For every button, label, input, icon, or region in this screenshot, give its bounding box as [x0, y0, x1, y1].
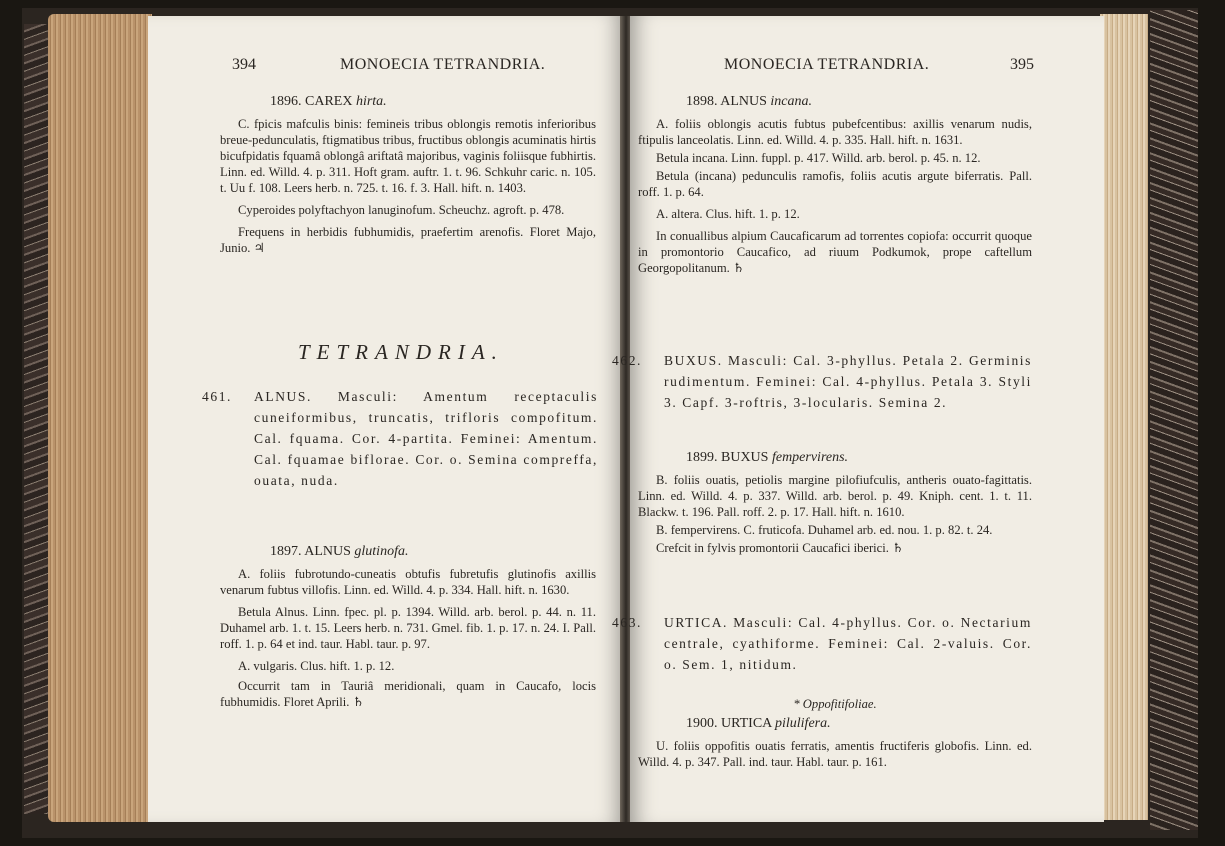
entry-1899-habitat: Crefcit in fylvis promontorii Caucafici iberici. ♄: [656, 541, 904, 555]
genus-462-text: BUXUS. Masculi: Cal. 3-phyllus. Petala 2. Germinis rudimentum. Feminei: Cal. 4-phyllus. Petala 3. Styli 3. Capf. 3-roftris, 3-locularis. Semina 2.: [664, 353, 1032, 410]
entry-1897-head: [220, 544, 596, 560]
entry-1900-number: 1900. URTICA: [686, 716, 772, 731]
subsection-title: * Oppofitifoliae.: [793, 697, 877, 711]
entry-1897-body: A. foliis fubrotundo-cuneatis obtufis fubretufis glutinofis axillis venarum fubtus villofis. Linn. ed. Willd. 4. p. 334. Hall. hift. n. 1630.: [220, 567, 596, 597]
entry-1900-block: [638, 696, 1032, 770]
entry-1897-block: [220, 544, 596, 710]
section-title: TETRANDRIA.: [298, 340, 504, 364]
entry-1899-body: B. foliis ouatis, petiolis margine pilofiufculis, antheris ouato-fagittatis. Linn. ed. Willd. 4. p. 337. Willd. arb. berol. p. 49. Kniph. cent. 1. t. 11. Blackw. t. 196. Pall. roff. 2. p. 17. Hall. hift. n. 1610.: [638, 473, 1032, 519]
entry-1896-synonym: Cyperoides polyftachyon lanuginofum. Scheuchz. agroft. p. 478.: [238, 203, 565, 217]
left-running-head: MONOECIA TETRANDRIA.: [340, 56, 546, 73]
right-page-number: 395: [1010, 56, 1034, 73]
entry-1897-variety: A. vulgaris. Clus. hift. 1. p. 12.: [238, 659, 395, 673]
genus-463: [612, 612, 1032, 675]
entry-1898-head: [638, 94, 1032, 110]
genus-461: [202, 386, 598, 491]
entry-1898-number: 1898. ALNUS: [686, 94, 767, 109]
entry-1900-species: pilulifera.: [775, 716, 831, 731]
entry-1896-habitat: Frequens in herbidis fubhumidis, praefertim arenofis. Floret Majo, Junio. ♃: [220, 225, 596, 255]
entry-1898-variety: A. altera. Clus. hift. 1. p. 12.: [656, 207, 800, 221]
entry-1900-body: U. foliis oppofitis ouatis ferratis, amentis fructiferis globofis. Linn. ed. Willd. 4. p. 347. Pall. ind. taur. Habl. taur. p. 161.: [638, 739, 1032, 769]
right-text-block: [638, 94, 1032, 276]
left-page-number: 394: [232, 56, 256, 73]
genus-463-number: 463.: [612, 615, 643, 630]
entry-1897-number: 1897. ALNUS: [270, 544, 351, 559]
entry-1897-synonym: Betula Alnus. Linn. fpec. pl. p. 1394. Willd. arb. berol. p. 44. n. 11. Duhamel arb. 1. t. 15. Leers herb. n. 731. Gmel. fib. 1. p. 17. n. 24. I. Pall. roff. 1. p. 64 et ind. taur. Habl. taur. p. 97.: [220, 605, 596, 651]
entry-1899-variety: B. fempervirens. C. fruticofa. Duhamel arb. ed. nou. 1. p. 82. t. 24.: [656, 523, 993, 537]
entry-1899-block: [638, 450, 1032, 556]
entry-1896-number: 1896. CAREX: [270, 94, 353, 109]
entry-1898-species: incana.: [770, 94, 813, 109]
entry-1898-body: A. foliis oblongis acutis fubtus pubefcentibus: axillis venarum nudis, ftipulis lanceolatis. Linn. ed. Willd. 4. p. 335. Hall. hift. n. 1631.: [638, 117, 1032, 147]
genus-462: [612, 350, 1032, 413]
entry-1899-head: [638, 450, 1032, 466]
entry-1899-species: fempervirens.: [771, 450, 849, 465]
entry-1896-head: [220, 94, 596, 110]
genus-463-text: URTICA. Masculi: Cal. 4-phyllus. Cor. o. Nectarium centrale, cyathiforme. Feminei: Cal. 2-valuis. Cor. o. Sem. 1, nitidum.: [664, 615, 1032, 672]
entry-1897-habitat: Occurrit tam in Tauriâ meridionali, quam in Caucafo, locis fubhumidis. Floret Aprili. ♄: [220, 679, 596, 709]
marbled-cover-right: [1150, 10, 1198, 830]
right-running-head: MONOECIA TETRANDRIA.: [724, 56, 930, 73]
entry-1896-species: hirta.: [355, 94, 387, 109]
entry-1898-synonym-1: Betula incana. Linn. fuppl. p. 417. Willd. arb. berol. p. 45. n. 12.: [656, 151, 981, 165]
genus-461-number: 461.: [202, 389, 233, 404]
entry-1897-species: glutinofa.: [354, 544, 409, 559]
entry-1900-head: [638, 716, 1032, 732]
left-text-block: [220, 94, 596, 256]
page-edges-left: [48, 14, 152, 822]
genus-461-text: ALNUS. Masculi: Amentum receptaculis cuneiformibus, truncatis, trifloris compofitum. Cal. fquama. Cor. 4-partita. Feminei: Amentum. Cal. fquamae biflorae. Cor. o. Semina compreffa, ouata, nuda.: [254, 389, 598, 488]
entry-1896-body: C. fpicis mafculis binis: femineis tribus oblongis remotis inferioribus breue-pedunculatis, ftigmatibus tribus, fructibus oblongis acuminatis hirtis bicufpidatis fquamâ oblongâ ariftatâ majoribus, vaginis foliisque fubhirtis. Linn. ed. Willd. 4. p. 311. Hoft gram. auftr. 1. t. 96. Schkuhr caric. n. 105. t. Uu f. 108. Leers herb. n. 725. t. 16. f. 3. Hall. hift. n. 1403.: [220, 117, 596, 195]
page-edges-right: [1100, 14, 1148, 820]
entry-1898-habitat: In conuallibus alpium Caucaficarum ad torrentes copiofa: occurrit quoque in promontorio Caucafico, ad riuum Podkumok, prope caftellum Georgopolitanum. ♄: [638, 229, 1032, 275]
genus-462-number: 462.: [612, 353, 643, 368]
entry-1898-synonym-2: Betula (incana) pedunculis ramofis, foliis acutis argute biferratis. Pall. roff. 1. p. 64.: [638, 169, 1032, 199]
entry-1899-number: 1899. BUXUS: [686, 450, 769, 465]
